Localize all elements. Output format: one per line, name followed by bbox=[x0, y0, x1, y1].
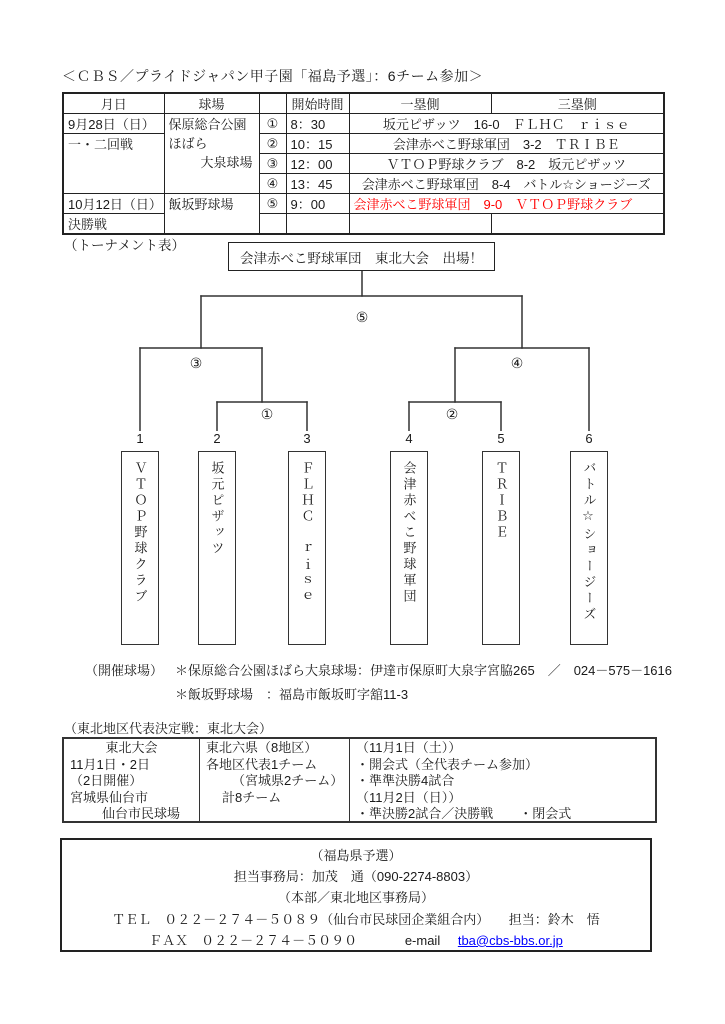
seed-number-3: 3 bbox=[303, 431, 311, 446]
seed-number-1: 1 bbox=[136, 431, 144, 446]
game3-result: ＶＴＯＰ野球クラブ 8-2 坂元ピザッツ bbox=[349, 154, 664, 174]
venue-group1 bbox=[164, 114, 259, 194]
page-title: ＜ＣＢＳ／プライドジャパン甲子園「福島予選」：6チーム参加＞ bbox=[62, 68, 484, 84]
date-group1: 9月28日（日） bbox=[63, 114, 164, 134]
team-name: 坂元ピザッツ bbox=[209, 461, 225, 557]
tohoku-col-venue bbox=[64, 739, 199, 821]
bracket-game1-label: ① bbox=[260, 406, 274, 422]
game3-time: 12：00 bbox=[286, 154, 349, 174]
game4-time: 13：45 bbox=[286, 174, 349, 194]
header-venue: 球場 bbox=[164, 93, 259, 114]
game5-time: 9：00 bbox=[286, 194, 349, 214]
team-name: ＦＬＨＣ ｒｉｓｅ bbox=[299, 461, 315, 605]
schedule-table bbox=[62, 92, 665, 235]
tohoku-line: 東北六県（8地区） bbox=[206, 740, 318, 755]
bracket-game2-label: ② bbox=[445, 406, 459, 422]
team-name: ＴＲＩＢＥ bbox=[493, 461, 509, 541]
contact-box bbox=[60, 838, 652, 952]
venue-note-lines bbox=[175, 659, 672, 707]
game2-no: ② bbox=[259, 134, 286, 154]
header-first-base: 一塁側 bbox=[349, 93, 491, 114]
email-link[interactable]: tba@cbs-bbs.or.jp bbox=[457, 932, 563, 948]
final-result-highlight: 会津赤べこ野球軍団 9-0 ＶＴＯＰ野球クラブ bbox=[349, 194, 664, 214]
header-start-time: 開始時間 bbox=[286, 93, 349, 114]
email-label: e-mail bbox=[404, 932, 441, 948]
venue-group2: 飯坂野球場 bbox=[164, 194, 259, 235]
round-group2: 決勝戦 bbox=[63, 214, 164, 235]
empty-cell bbox=[259, 214, 286, 235]
game2-time: 10：15 bbox=[286, 134, 349, 154]
team-name: ＶＴＯＰ野球クラブ bbox=[132, 461, 148, 605]
round-group1: 一・二回戦 bbox=[63, 134, 164, 194]
venue-note bbox=[85, 659, 672, 707]
contact-office: 担当事務局：加茂 通（090-2274-8803） bbox=[233, 869, 479, 885]
tohoku-line: （11月1日（土）） bbox=[356, 740, 462, 755]
empty-cell bbox=[286, 214, 349, 235]
schedule-row-final-label bbox=[63, 214, 664, 235]
tohoku-line: ・準決勝2試合／決勝戦 ・閉会式 bbox=[356, 806, 572, 821]
game2-result: 会津赤べこ野球軍団 3-2 ＴＲＩＢＥ bbox=[349, 134, 664, 154]
tohoku-section-label: （東北地区代表決定戦：東北大会） bbox=[64, 721, 273, 736]
schedule-row-game1 bbox=[63, 114, 664, 134]
bracket-game5-label: ⑤ bbox=[355, 309, 369, 325]
tohoku-line: ・準準決勝4試合 bbox=[356, 773, 455, 788]
tohoku-line: 東北大会 bbox=[105, 740, 158, 755]
team-name: バトル☆ショージーズ bbox=[581, 461, 597, 623]
tohoku-line: （11月2日（日）） bbox=[356, 789, 462, 805]
tohoku-line: 仙台市民球場 bbox=[102, 806, 181, 821]
tohoku-col-program bbox=[349, 739, 655, 821]
contact-hq: （本部／東北地区事務局） bbox=[277, 890, 434, 906]
venue1-line3: 大泉球場 bbox=[200, 155, 253, 170]
winner-announcement-box: 会津赤べこ野球軍団 東北大会 出場！ bbox=[228, 242, 495, 271]
seed-number-6: 6 bbox=[585, 431, 593, 446]
game5-no: ⑤ bbox=[259, 194, 286, 214]
tohoku-line: 宮城県仙台市 bbox=[70, 789, 149, 805]
tohoku-col-teams bbox=[199, 739, 349, 821]
venue-note-line2: ＊飯坂野球場 ：福島市飯坂町字舘11-3 bbox=[175, 687, 409, 702]
header-third-base: 三塁側 bbox=[491, 93, 664, 114]
team-box-sakamoto bbox=[198, 451, 236, 645]
date-group2: 10月12日（日） bbox=[63, 194, 164, 214]
game1-no: ① bbox=[259, 114, 286, 134]
seed-number-4: 4 bbox=[405, 431, 413, 446]
game4-no: ④ bbox=[259, 174, 286, 194]
contact-fax-email bbox=[62, 930, 650, 951]
seed-number-5: 5 bbox=[497, 431, 505, 446]
bracket-game3-label: ③ bbox=[189, 355, 203, 371]
header-game-no bbox=[259, 93, 286, 114]
team-box-tribe bbox=[482, 451, 520, 645]
schedule-header-row bbox=[63, 93, 664, 114]
seed-number-2: 2 bbox=[213, 431, 221, 446]
game1-result: 坂元ピザッツ 16-0 ＦＬＨＣ ｒｉｓｅ bbox=[349, 114, 664, 134]
team-box-aizu bbox=[390, 451, 428, 645]
team-box-battle bbox=[570, 451, 608, 645]
venue1-line1: 保原総合公園 bbox=[168, 117, 247, 132]
contact-fax: ＦＡＸ ０２２－２７４－５０９０ bbox=[149, 932, 358, 948]
contact-tel: ＴＥＬ ０２２－２７４－５０８９（仙台市民球団企業組合内） 担当：鈴木 悟 bbox=[112, 911, 600, 927]
tohoku-line: （宮城県2チーム） bbox=[232, 773, 344, 788]
tohoku-line: ・開会式（全代表チーム参加） bbox=[356, 756, 539, 772]
tohoku-line: （2日開催） bbox=[70, 773, 143, 788]
bracket-game4-label: ④ bbox=[510, 355, 524, 371]
bracket-connectors bbox=[139, 271, 590, 431]
header-date: 月日 bbox=[63, 93, 164, 114]
game3-no: ③ bbox=[259, 154, 286, 174]
tohoku-line: 11月1日・2日 bbox=[70, 756, 150, 772]
schedule-row-game2 bbox=[63, 134, 664, 154]
team-box-flhc bbox=[288, 451, 326, 645]
schedule-row-game5 bbox=[63, 194, 664, 214]
venue-note-label: （開催球場） bbox=[85, 663, 164, 678]
team-box-vtop bbox=[121, 451, 159, 645]
venue1-line2: ほばら bbox=[168, 136, 208, 151]
empty-cell bbox=[349, 214, 491, 235]
tohoku-table bbox=[62, 737, 657, 823]
venue-note-line1: ＊保原総合公園ほばら大泉球場：伊達市保原町大泉字宮脇265 ／ 024－575－1616 bbox=[175, 663, 672, 678]
game1-time: 8：30 bbox=[286, 114, 349, 134]
tohoku-line: 計8チーム bbox=[222, 789, 282, 805]
game4-result: 会津赤べこ野球軍団 8-4 バトル☆ショージーズ bbox=[349, 174, 664, 194]
tohoku-line: 各地区代表1チーム bbox=[206, 756, 318, 772]
contact-title: （福島県予選） bbox=[310, 848, 402, 863]
tournament-chart-label: （トーナメント表） bbox=[64, 238, 185, 253]
team-name: 会津赤べこ野球軍団 bbox=[401, 461, 417, 605]
empty-cell bbox=[491, 214, 664, 235]
